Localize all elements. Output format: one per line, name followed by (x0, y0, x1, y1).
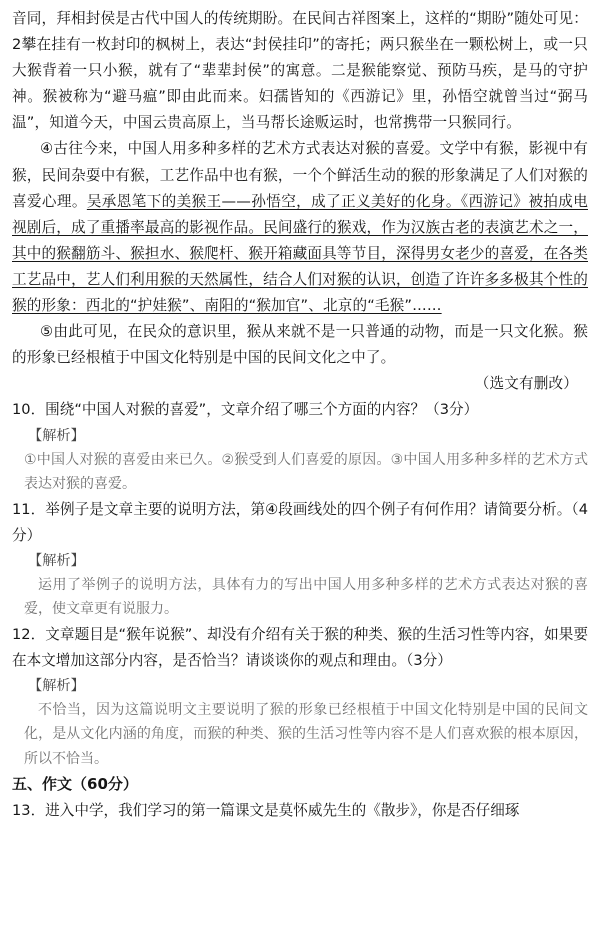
question-10-analysis-tag: 【解析】 (28, 427, 85, 444)
question-12-text: 12．文章题目是“猴年说猴”、却没有介绍有关于猴的种类、猴的生活习性等内容，如果要在本文增加这部分内容，是否恰当？请谈谈你的观点和理由。（3分） (12, 625, 588, 669)
passage-paragraph-3-continued: 音同，拜相封侯是古代中国人的传统期盼。在民间古祥图案上，这样的“期盼”随处可见：2攀在挂有一枚封印的枫树上，表达“封侯挂印”的寄托；两只猴坐在一颗松树上，或一只大猴背着一只小猴，就有了“辈辈封侯”的寓意。二是猴能察觉、预防马疾，是马的守护神。猴被称为“避马瘟”即由此而来。妇孺皆知的《西游记》里，孙悟空就曾当过“弼马温”，知道今天，中国云贵高原上，当马帮长途贩运时，也常携带一只猴同行。 (12, 10, 588, 132)
paragraph-4-underlined-examples: 吴承恩笔下的美猴王——孙悟空，成了正义美好的化身。《西游记》被拍成电视剧后，成了重播率最高的影视作品。民间盛行的猴戏，作为汉族古老的表演艺术之一，其中的猴翻筋斗、猴担水、猴爬杆、猴开箱藏面具等节目，深得男女老少的喜爱，在各类工艺品中，艺人们利用猴的天然属性，结合人们对猴的认识，创造了许许多多极其个性的猴的形象：西北的“护娃猴”、南阳的“猴加官”、北京的“毛猴”…… (12, 192, 588, 315)
question-10 (12, 397, 588, 496)
passage-paragraph-5: ⑤由此可见，在民众的意识里，猴从来就不是一只普通的动物，而是一只文化猴。猴的形象已经根植于中国文化特别是中国的民间文化之中了。 (12, 323, 588, 367)
question-12 (12, 622, 588, 772)
source-note: （选文有删改） (474, 375, 578, 393)
question-11 (12, 497, 588, 622)
question-10-text: 10．围绕“中国人对猴的喜爱”，文章介绍了哪三个方面的内容？（3分） (12, 401, 479, 419)
question-10-answer: ①中国人对猴的喜爱由来已久。②猴受到人们喜爱的原因。③中国人用多种多样的艺术方式表达对猴的喜爱。 (24, 451, 588, 492)
passage-paragraph-4 (12, 136, 588, 319)
section-five-title: 五、作文（60分） (12, 775, 138, 794)
question-13-text: 13．进入中学，我们学习的第一篇课文是莫怀威先生的《散步》，你是否仔细琢 (12, 802, 520, 820)
question-12-answer: 不恰当，因为这篇说明文主要说明了猴的形象已经根植于中国文化特别是中国的民间文化，是从文化内涵的角度，而猴的种类、猴的生活习性等内容不是人们喜欢猴的根本原因，所以不恰当。 (24, 701, 588, 767)
question-11-analysis-tag: 【解析】 (28, 552, 85, 569)
paragraph-4-intro: ④古往今来，中国人用多种多样的艺术方式表达对猴的喜爱。文学中有猴，影视中有猴，民间杂耍中有猴，工艺作品中也有猴，一个个鲜活生动的猴的形象满足了人们对猴的喜爱心理。 (12, 140, 588, 210)
question-11-answer: 运用了举例子的说明方法，具体有力的写出中国人用多种多样的艺术方式表达对猴的喜爱，使文章更有说服力。 (24, 576, 588, 618)
question-11-text: 11．举例子是文章主要的说明方法，第④段画线处的四个例子有何作用？请简要分析。（4分） (12, 500, 588, 544)
question-12-analysis-tag: 【解析】 (28, 677, 85, 694)
